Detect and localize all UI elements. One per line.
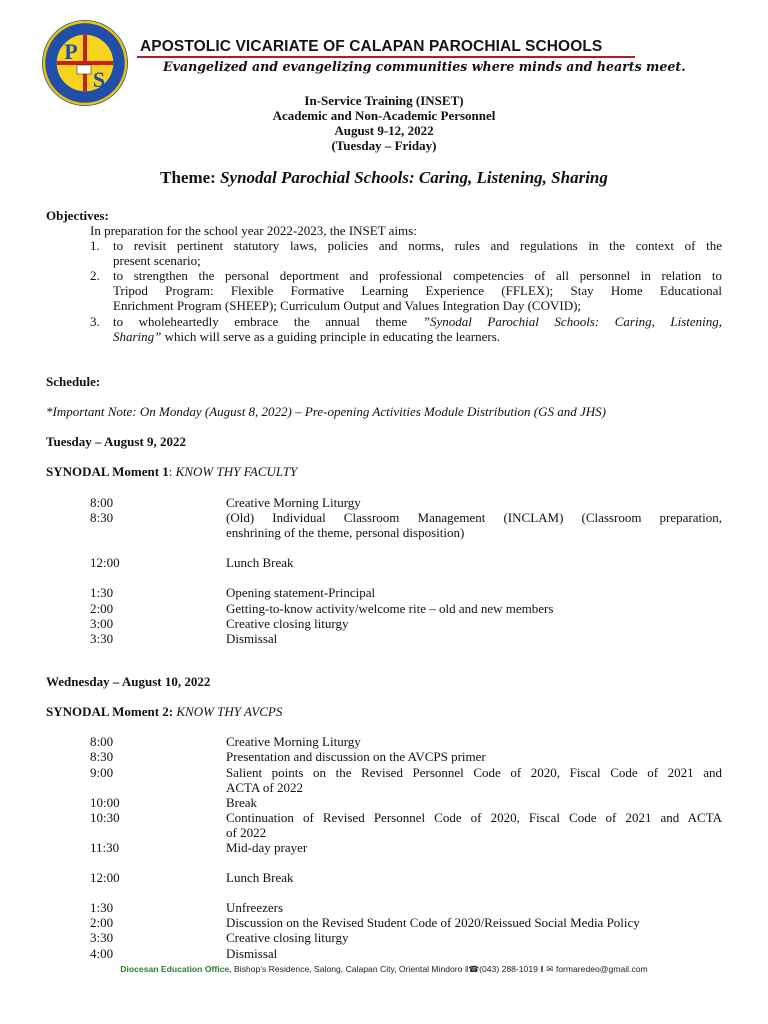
- title-line-3: August 9-12, 2022: [334, 123, 434, 138]
- objective-3-theme-quote-end: Sharing”: [113, 329, 162, 344]
- day1-moment: SYNODAL Moment 1: KNOW THY FACULTY: [46, 464, 298, 479]
- objective-3: [113, 314, 722, 344]
- header-rule: [137, 56, 635, 58]
- theme-value: Synodal Parochial Schools: Caring, Listening, Sharing: [220, 168, 608, 187]
- day1-activity-4: Opening statement-Principal: [226, 585, 376, 600]
- logo-letter-s: S: [92, 67, 106, 92]
- schedule-note: *Important Note: On Monday (August 8, 2022) – Pre-opening Activities Module Distribution (GS and JHS): [46, 404, 607, 419]
- objective-2-num: 2.: [90, 268, 100, 283]
- day1-time-6: 3:00: [90, 616, 114, 631]
- day1-moment-label: SYNODAL Moment 1: [46, 464, 169, 479]
- objectives-intro: In preparation for the school year 2022-2023, the INSET aims:: [90, 223, 417, 238]
- day1-time-2: 8:30: [90, 510, 114, 525]
- footer-office: Diocesan Education Office,: [120, 964, 232, 974]
- day1-activity-5: Getting-to-know activity/welcome rite – old and new members: [226, 601, 554, 616]
- day2-activity-5: [226, 810, 722, 840]
- day1-activity-1: Creative Morning Liturgy: [226, 495, 361, 510]
- footer-phone: (043) 288-1019: [479, 964, 538, 974]
- day2-activity-5-line-1: Continuation of Revised Personnel Code of 2020, Fiscal Code of 2021 and ACTA: [226, 810, 722, 825]
- day1-date: Tuesday – August 9, 2022: [46, 434, 187, 449]
- tagline: Evangelized and evangelizing communities where minds and hearts meet.: [163, 59, 686, 74]
- day2-moment-label: SYNODAL Moment 2:: [46, 704, 174, 719]
- day2-time-10: 3:30: [90, 930, 114, 945]
- day2-time-7: 12:00: [90, 870, 120, 885]
- day2-time-1: 8:00: [90, 734, 114, 749]
- title-line-4: (Tuesday – Friday): [331, 138, 437, 153]
- day1-time-5: 2:00: [90, 601, 114, 616]
- objective-3-line-1-text: to wholeheartedly embrace the annual theme: [113, 314, 408, 329]
- theme-label: Theme:: [160, 168, 216, 187]
- title-line-2: Academic and Non-Academic Personnel: [272, 108, 496, 123]
- day1-activity-2-line-1: (Old) Individual Classroom Management (INCLAM) (Classroom preparation,: [226, 510, 722, 525]
- objective-2-line-3: Enrichment Program (SHEEP); Curriculum Output and Values Integration Day (COVID);: [113, 298, 582, 313]
- objectives-heading: Objectives:: [46, 208, 109, 223]
- objective-2: [113, 268, 722, 313]
- day2-time-4: 10:00: [90, 795, 120, 810]
- objective-1-line-1: to revisit pertinent statutory laws, policies and norms, rules and regulations in the context of the: [113, 238, 722, 253]
- objective-1-line-2: present scenario;: [113, 253, 201, 268]
- footer-email: formaredeo@gmail.com: [555, 964, 648, 974]
- objective-3-line-2-text: which will serve as a guiding principle in educating the learners.: [164, 329, 501, 344]
- day2-time-2: 8:30: [90, 749, 114, 764]
- day2-activity-4: Break: [226, 795, 258, 810]
- day2-activity-3-line-2: ACTA of 2022: [226, 780, 303, 795]
- day2-activity-8: Unfreezers: [226, 900, 284, 915]
- day1-activity-3: Lunch Break: [226, 555, 294, 570]
- day2-time-9: 2:00: [90, 915, 114, 930]
- footer-separator: ‖: [540, 964, 544, 974]
- email-icon: ✉: [546, 964, 554, 974]
- org-name: APOSTOLIC VICARIATE OF CALAPAN PAROCHIAL SCHOOLS: [140, 38, 603, 55]
- day2-time-8: 1:30: [90, 900, 114, 915]
- day2-activity-1: Creative Morning Liturgy: [226, 734, 361, 749]
- day1-time-3: 12:00: [90, 555, 120, 570]
- day1-activity-2: [226, 510, 722, 540]
- day2-activity-6: Mid-day prayer: [226, 840, 308, 855]
- objective-1-num: 1.: [90, 238, 100, 253]
- logo-letter-p: P: [64, 39, 78, 64]
- day2-activity-10: Creative closing liturgy: [226, 930, 349, 945]
- footer: [0, 964, 768, 975]
- schedule-heading: Schedule:: [46, 374, 101, 389]
- objective-3-num: 3.: [90, 314, 100, 329]
- objective-3-line-1: [113, 314, 722, 329]
- day1-time-4: 1:30: [90, 585, 114, 600]
- footer-separator: ‖: [464, 964, 469, 974]
- day2-activity-11: Dismissal: [226, 946, 278, 961]
- theme-line: [0, 168, 768, 188]
- day1-activity-7: Dismissal: [226, 631, 278, 646]
- day2-time-3: 9:00: [90, 765, 114, 780]
- day1-activity-2-line-2: enshrining of the theme, personal disposition): [226, 525, 465, 540]
- day2-activity-7: Lunch Break: [226, 870, 294, 885]
- day1-time-1: 8:00: [90, 495, 114, 510]
- objective-2-line-1: to strengthen the personal deportment and professional competencies of all personnel in relation to: [113, 268, 722, 283]
- day2-time-6: 11:30: [90, 840, 120, 855]
- objective-3-line-2: [113, 329, 722, 344]
- day1-moment-title: KNOW THY FACULTY: [175, 464, 298, 479]
- day2-activity-2: Presentation and discussion on the AVCPS primer: [226, 749, 486, 764]
- day2-time-11: 4:00: [90, 946, 114, 961]
- day2-activity-9: Discussion on the Revised Student Code of 2020/Reissued Social Media Policy: [226, 915, 640, 930]
- day2-activity-5-line-2: of 2022: [226, 825, 267, 840]
- day2-time-5: 10:30: [90, 810, 120, 825]
- objective-2-line-2: Tripod Program: Flexible Formative Learning Experience (FFLEX); Stay Home Educational: [113, 283, 722, 298]
- day2-activity-3: [226, 765, 722, 795]
- day2-moment: [46, 704, 282, 719]
- objective-1: [113, 238, 722, 268]
- footer-address: Bishop’s Residence, Salong, Calapan City, Oriental Mindoro: [233, 964, 463, 974]
- day1-time-7: 3:30: [90, 631, 114, 646]
- day2-moment-title: KNOW THY AVCPS: [176, 704, 283, 719]
- title-line-1: In-Service Training (INSET): [304, 93, 464, 108]
- day1-activity-6: Creative closing liturgy: [226, 616, 349, 631]
- objective-3-theme-quote: ”Synodal Parochial Schools: Caring, Listening,: [422, 314, 722, 329]
- day2-date: Wednesday – August 10, 2022: [46, 674, 211, 689]
- phone-icon: ☎: [468, 964, 480, 974]
- day2-activity-3-line-1: Salient points on the Revised Personnel Code of 2020, Fiscal Code of 2021 and: [226, 765, 722, 780]
